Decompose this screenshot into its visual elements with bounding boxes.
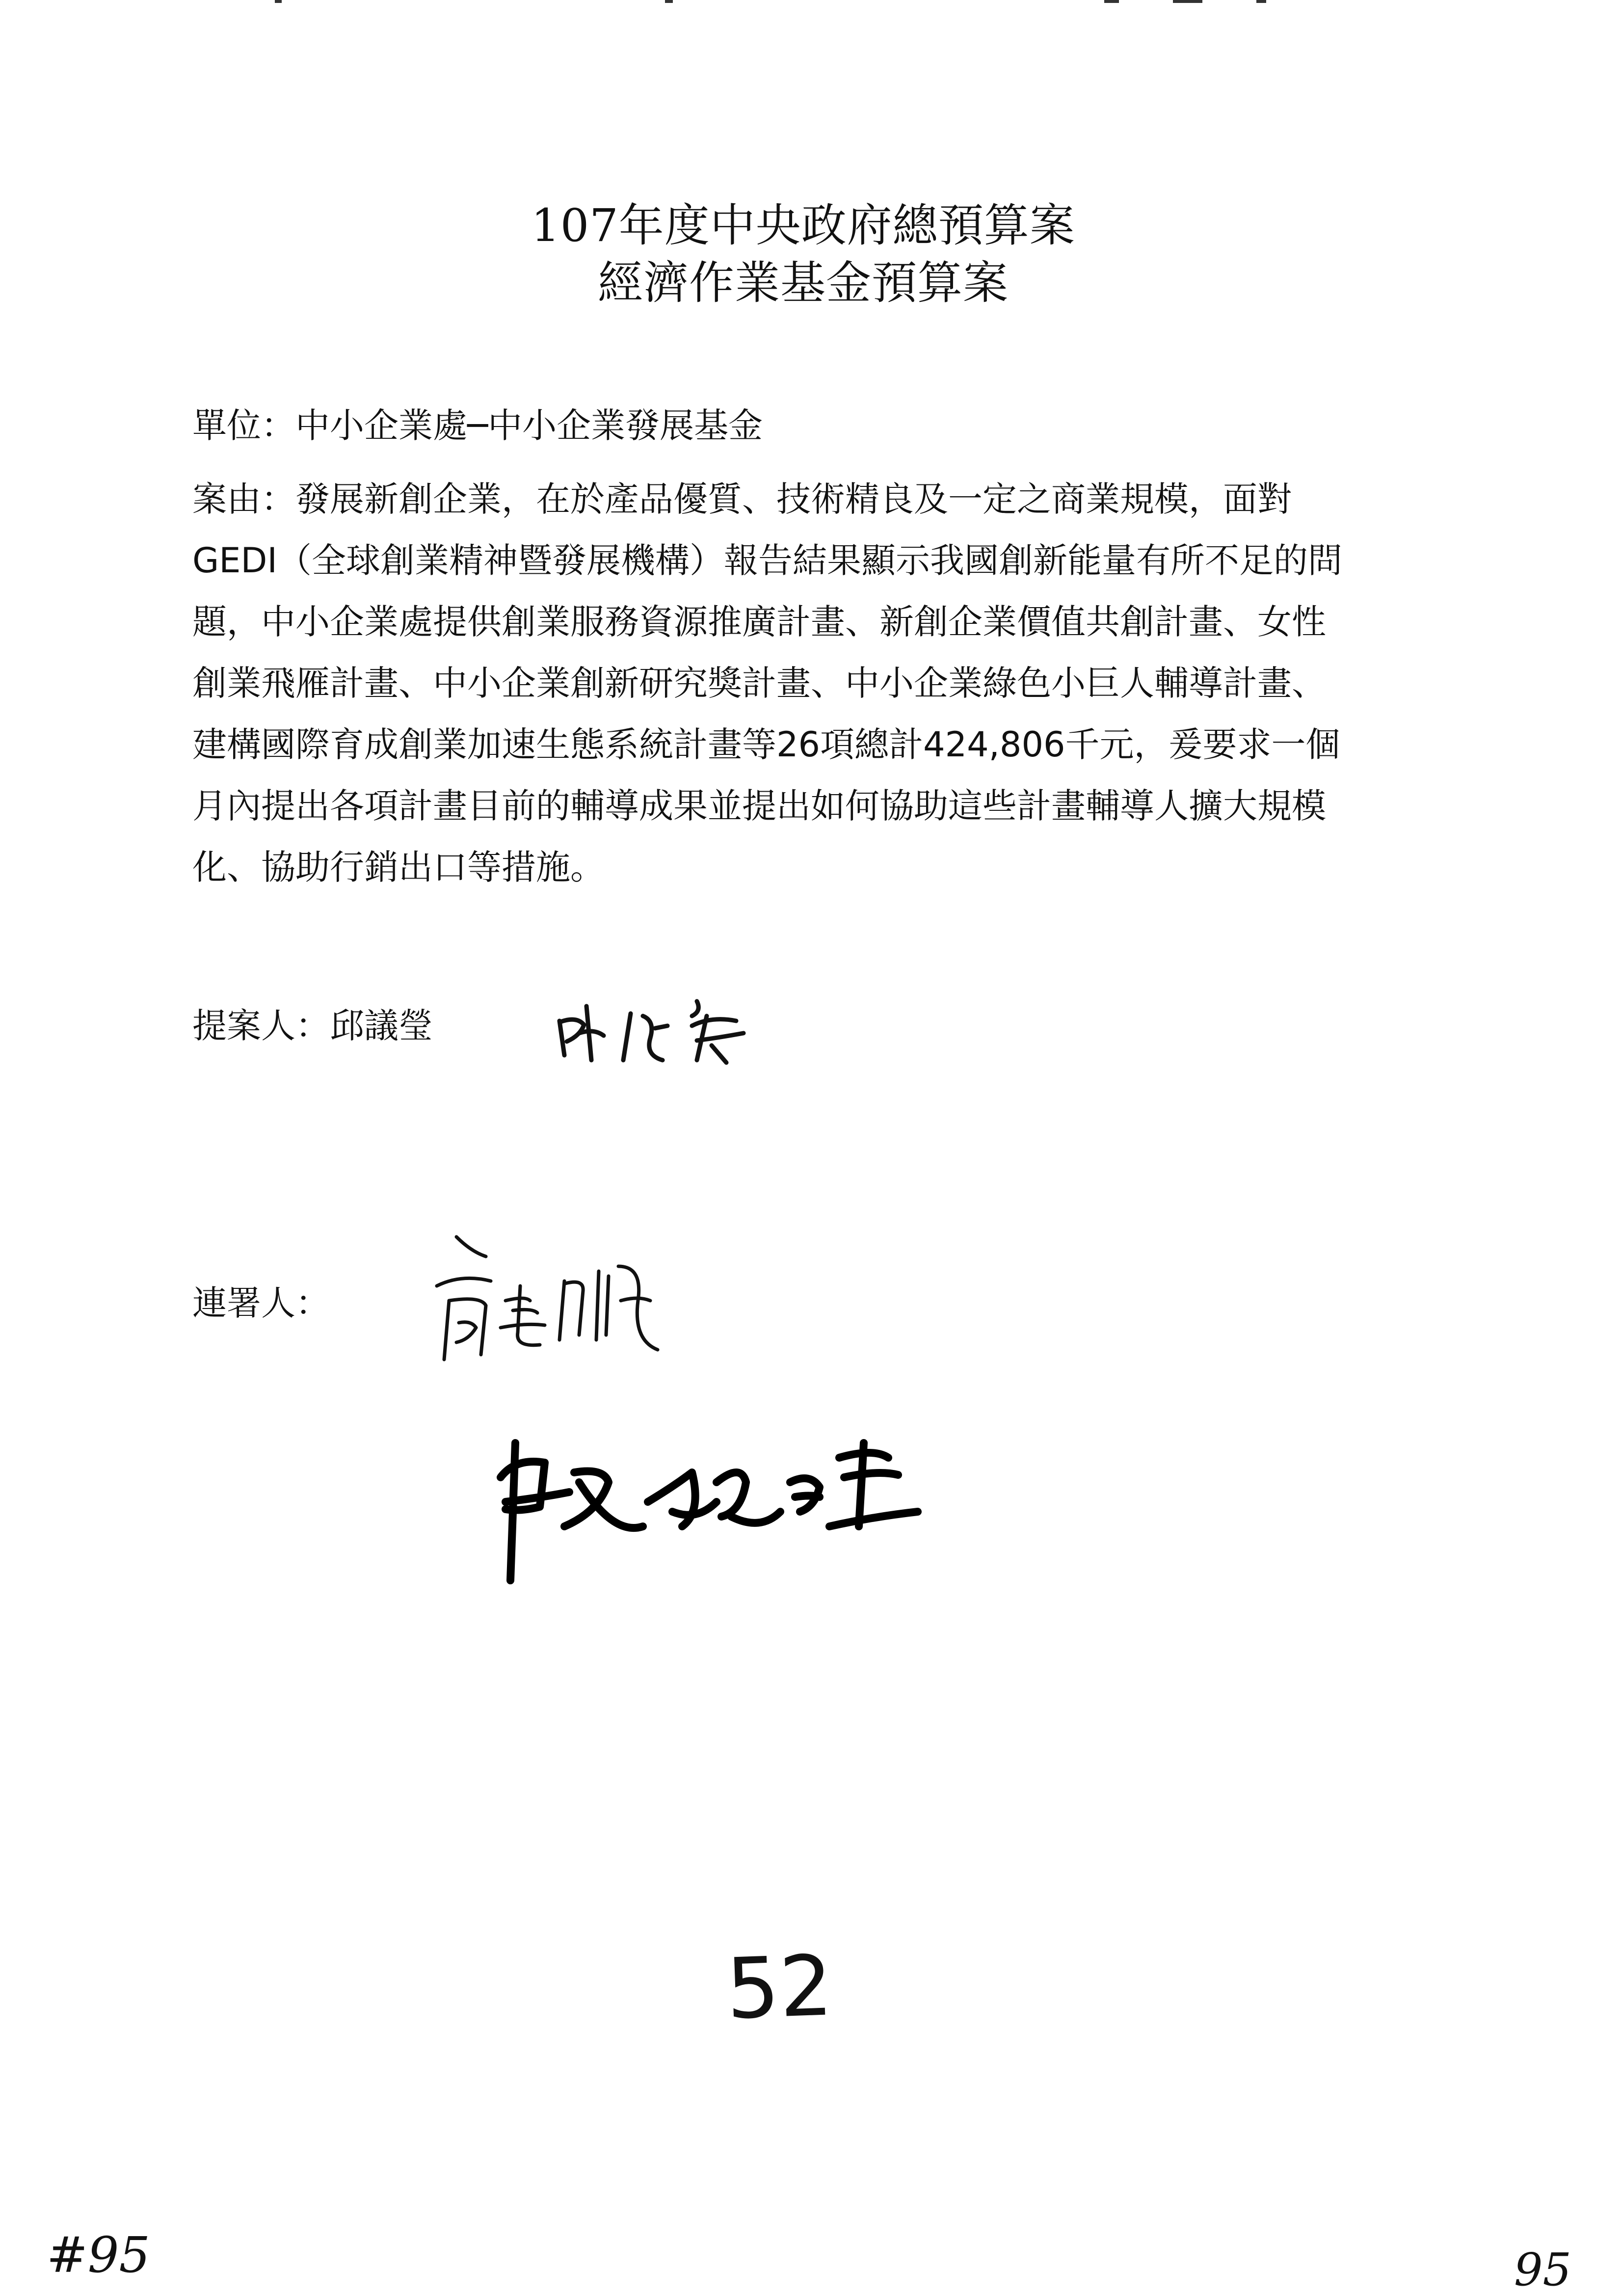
document-title: 107年度中央政府總預算案 xyxy=(531,199,1075,252)
scan-mark xyxy=(1256,0,1266,3)
unit-line: 單位：中小企業處─中小企業發展基金 xyxy=(192,405,763,446)
handwritten-page-number: 52 xyxy=(724,1937,834,2038)
corner-annotation: #95 xyxy=(47,2226,151,2284)
reason-line: 題，中小企業處提供創業服務資源推廣計畫、新創企業價值共創計畫、女性 xyxy=(192,602,1326,642)
cosigner-signature xyxy=(486,1414,937,1590)
reason-line: 月內提出各項計畫目前的輔導成果並提出如何協助這些計畫輔導人擴大規模 xyxy=(192,786,1326,826)
page-number: 95 xyxy=(1514,2243,1572,2296)
reason-line: 創業飛雁計畫、中小企業創新研究獎計畫、中小企業綠色小巨人輔導計畫、 xyxy=(192,663,1326,703)
scan-mark xyxy=(1173,0,1202,3)
reason-line: 化、協助行銷出口等措施。 xyxy=(192,847,605,887)
reason-line: 建構國際育成創業加速生態系統計畫等26項總計424,806千元，爰要求一個 xyxy=(192,724,1340,765)
reason-paragraph xyxy=(192,469,1439,898)
scan-mark xyxy=(665,0,673,3)
proposer-line: 提案人：邱議瑩 xyxy=(192,1006,433,1046)
cosigner-line: 連署人： xyxy=(192,1283,330,1323)
document-subtitle: 經濟作業基金預算案 xyxy=(597,257,1009,309)
proposer-signature xyxy=(550,987,756,1075)
reason-line: 案由：發展新創企業，在於產品優質、技術精良及一定之商業規模，面對 xyxy=(192,479,1292,519)
cosigner-signature xyxy=(427,1227,672,1374)
scan-mark xyxy=(1104,0,1119,3)
reason-line: GEDI（全球創業精神暨發展機構）報告結果顯示我國創新能量有所不足的問 xyxy=(192,540,1343,581)
scan-mark xyxy=(275,0,282,3)
